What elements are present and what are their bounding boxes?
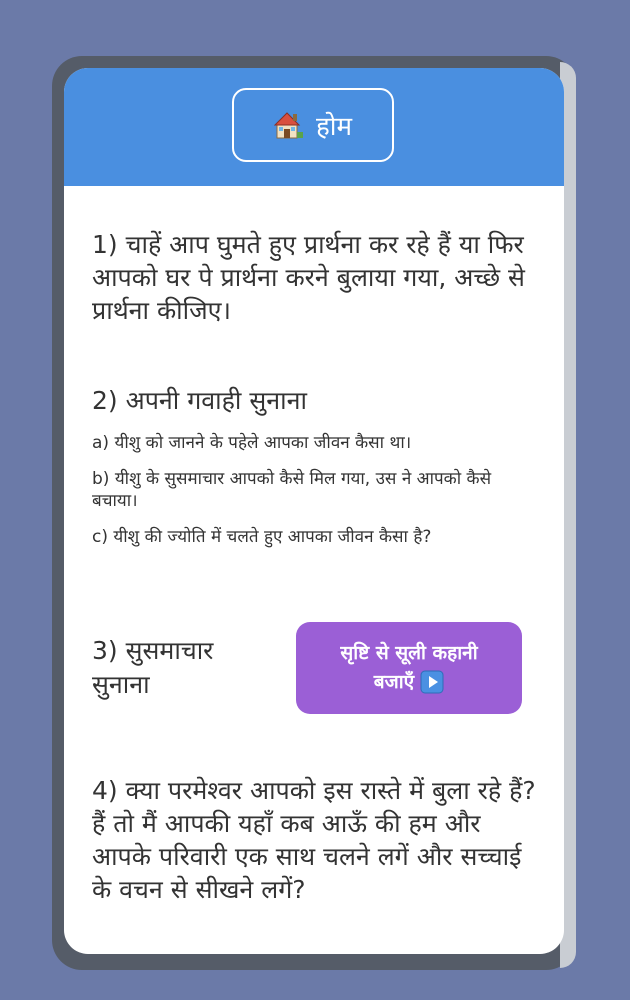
play-story-line2: [374, 668, 444, 697]
question-2-item-a: a) यीशु को जानने के पहेले आपका जीवन कैसा था।: [92, 432, 412, 453]
content: [64, 228, 564, 906]
play-story-button[interactable]: [296, 622, 522, 714]
play-story-label-line1: सृष्टि से सूली कहानी: [340, 642, 478, 665]
question-4: 4) क्या परमेश्वर आपको इस रास्ते में बुला रहे हैं? हैं तो मैं आपकी यहाँ कब आऊँ की हम और आपके परिवारी एक साथ चलने लगें और सच्चाई के वचन से सीखने लगें?: [92, 775, 536, 904]
house-icon: [274, 110, 304, 140]
main-card: [64, 68, 564, 954]
question-2-title: 2) अपनी गवाही सुनाना: [92, 386, 307, 415]
header-bar: [64, 68, 564, 186]
question-2-item-c: c) यीशु की ज्योति में चलते हुए आपका जीवन कैसा है?: [92, 526, 432, 547]
home-button[interactable]: [232, 88, 394, 162]
play-icon: [420, 670, 444, 694]
question-3-title: 3) सुसमाचार सुनाना: [92, 635, 214, 699]
question-3-row: [92, 622, 536, 718]
home-label: होम: [315, 112, 353, 142]
question-2-item-b: b) यीशु के सुसमाचार आपको कैसे मिल गया, उस ने आपको कैसे बचाया।: [92, 468, 492, 511]
play-story-label-line2: बजाएँ: [373, 670, 415, 693]
question-1: 1) चाहें आप घुमते हुए प्रार्थना कर रहे हैं या फिर आपको घर पे प्रार्थना करने बुलाया गया, अच्छे से प्रार्थना कीजिए।: [92, 230, 525, 325]
